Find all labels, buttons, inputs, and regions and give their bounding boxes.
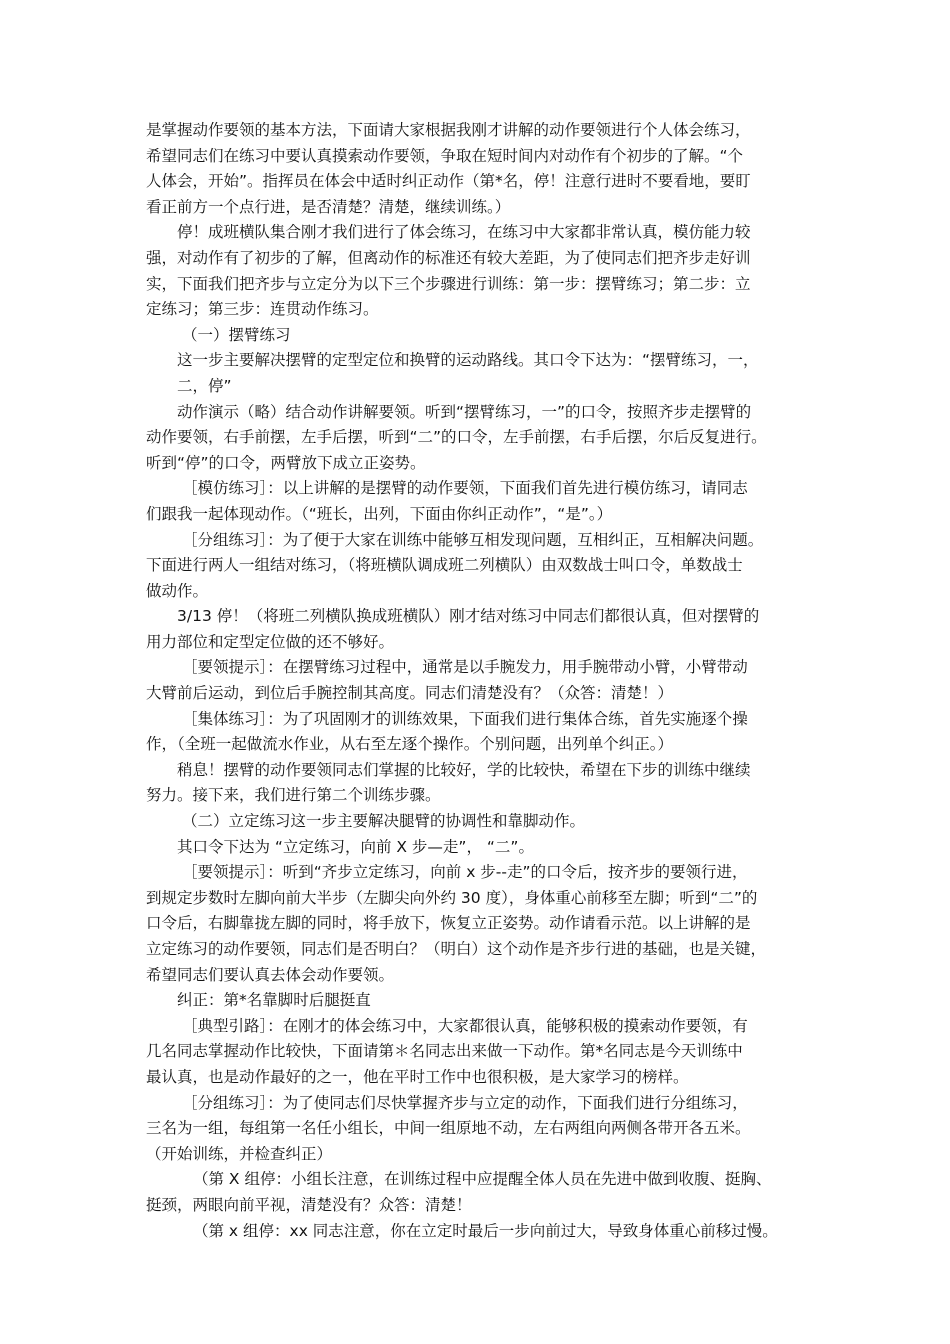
text-line: 大臂前后运动，到位后手腕控制其高度。同志们清楚没有？（众答：清楚！） xyxy=(146,684,674,703)
text-line: 口令后，右脚靠拢左脚的同时，将手放下，恢复立正姿势。动作请看示范。以上讲解的是 xyxy=(146,914,751,933)
text-line: 用力部位和定型定位做的还不够好。 xyxy=(146,632,395,651)
text-line: ［集体练习］：为了巩固刚才的训练效果，下面我们进行集体合练，首先实施逐个操 xyxy=(182,709,748,728)
text-line: （开始训练，并检查纠正） xyxy=(146,1144,333,1163)
text-line: 人体会，开始”。指挥员在体会中适时纠正动作（第*名，停！注意行进时不要看地，要盯 xyxy=(146,172,751,191)
text-line: ［要领提示］：在摆臂练习过程中，通常是以手腕发力，用手腕带动小臂，小臂带动 xyxy=(182,658,748,677)
text-line: 几名同志掌握动作比较快，下面请第＊名同志出来做一下动作。第*名同志是今天训练中 xyxy=(146,1042,743,1061)
text-line: 最认真，也是动作最好的之一，他在平时工作中也很积极，是大家学习的榜样。 xyxy=(146,1067,689,1086)
text-line: 听到“停”的口令，两臂放下成立正姿势。 xyxy=(146,453,426,472)
text-line: 挺颈，两眼向前平视，清楚没有？众答：清楚！ xyxy=(146,1195,472,1214)
text-line: 强，对动作有了初步的了解，但离动作的标准还有较大差距，为了使同志们把齐步走好训 xyxy=(146,248,751,267)
text-line: （第 X 组停：小组长注意，在训练过程中应提醒全体人员在先进中做到收腹、挺胸、 xyxy=(193,1170,772,1189)
text-line: 努力。接下来，我们进行第二个训练步骤。 xyxy=(146,786,441,805)
text-line: 到规定步数时左脚向前大半步（左脚尖向外约 30 度），身体重心前移至左脚；听到“二”的 xyxy=(146,888,758,907)
text-line: 希望同志们要认真去体会动作要领。 xyxy=(146,965,395,984)
section-heading: （二）立定练习这一步主要解决腿臂的协调性和靠脚动作。 xyxy=(182,812,586,831)
text-line: 做动作。 xyxy=(146,581,209,600)
text-line: 稍息！摆臂的动作要领同志们掌握的比较好，学的比较快，希望在下步的训练中继续 xyxy=(177,760,751,779)
text-line: 纠正：第*名靠脚时后腿挺直 xyxy=(177,991,371,1010)
text-line: 二，停” xyxy=(177,376,232,395)
text-line: （第 x 组停：xx 同志注意，你在立定时最后一步向前过大，导致身体重心前移过慢。 xyxy=(193,1221,778,1240)
section-heading: （一）摆臂练习 xyxy=(182,325,291,344)
text-line: 看正前方一个点行进，是否清楚？清楚，继续训练。） xyxy=(146,197,511,216)
text-line: 3/13 停！（将班二列横队换成班横队）刚才结对练习中同志们都很认真，但对摆臂的 xyxy=(177,607,760,626)
text-line: 立定练习的动作要领，同志们是否明白？（明白）这个动作是齐步行进的基础，也是关键， xyxy=(146,940,767,958)
text-line: 作，（全班一起做流水作业，从右至左逐个操作。个别问题，出列单个纠正。） xyxy=(146,735,674,754)
text-line: ［分组练习］：为了使同志们尽快掌握齐步与立定的动作，下面我们进行分组练习， xyxy=(182,1093,748,1112)
text-line: 实，下面我们把齐步与立定分为以下三个步骤进行训练：第一步：摆臂练习；第二步：立 xyxy=(146,274,751,293)
text-line: ［要领提示］：听到“齐步立定练习，向前 x 步--走”的口令后，按齐步的要领行进， xyxy=(182,863,748,882)
text-line: 定练习；第三步：连贯动作练习。 xyxy=(146,300,379,319)
text-line: 停！成班横队集合刚才我们进行了体会练习，在练习中大家都非常认真，模仿能力较 xyxy=(177,223,751,242)
text-line: 其口令下达为 “立定练习，向前 X 步—走”， “二”。 xyxy=(177,837,534,856)
text-line: ［模仿练习］：以上讲解的是摆臂的动作要领，下面我们首先进行模仿练习，请同志 xyxy=(182,479,748,498)
text-line: 三名为一组，每组第一名任小组长，中间一组原地不动，左右两组向两侧各带开各五米。 xyxy=(146,1119,751,1138)
text-line: ［分组练习］：为了便于大家在训练中能够互相发现问题，互相纠正，互相解决问题。 xyxy=(182,530,764,549)
document-body xyxy=(146,118,822,1244)
text-line: 动作要领，右手前摆，左手后摆，听到“二”的口令，左手前摆，右手后摆，尔后反复进行。 xyxy=(146,428,767,447)
text-line: ［典型引路］：在刚才的体会练习中，大家都很认真，能够积极的摸索动作要领，有 xyxy=(182,1016,748,1035)
text-line: 是掌握动作要领的基本方法，下面请大家根据我刚才讲解的动作要领进行个人体会练习， xyxy=(146,121,751,139)
text-line: 动作演示（略）结合动作讲解要领。听到“摆臂练习，一”的口令，按照齐步走摆臂的 xyxy=(177,402,752,421)
text-line: 这一步主要解决摆臂的定型定位和换臂的运动路线。其口令下达为：“摆臂练习，一， xyxy=(177,351,759,370)
text-line: 希望同志们在练习中要认真摸索动作要领，争取在短时间内对动作有个初步的了解。“个 xyxy=(146,146,744,165)
text-line: 们跟我一起体现动作。（“班长，出列，下面由你纠正动作”，“是”。） xyxy=(146,504,613,523)
text-line: 下面进行两人一组结对练习，（将班横队调成班二列横队）由双数战士叫口令，单数战士 xyxy=(146,556,743,575)
